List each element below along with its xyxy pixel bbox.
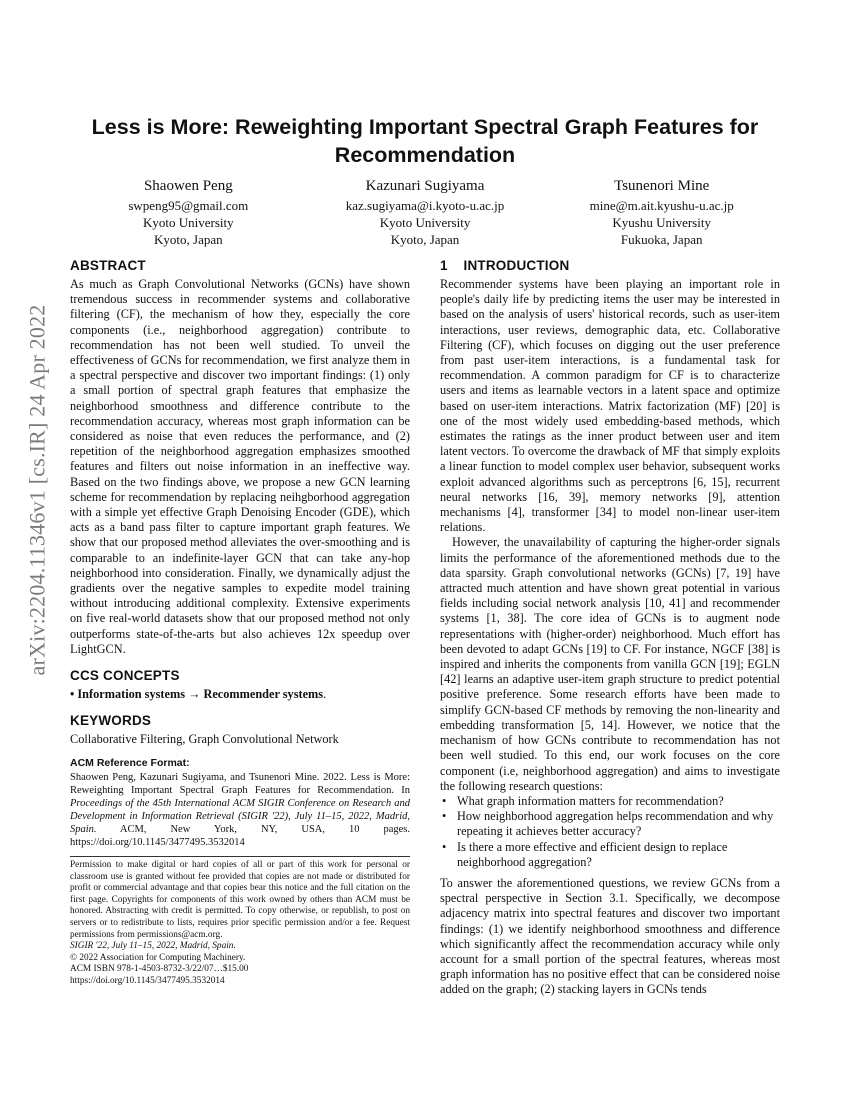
author-location: Kyoto, Japan (154, 232, 223, 247)
ccs-concepts (70, 687, 410, 702)
intro-paragraph-2: However, the unavailability of capturing the higher-order signals limits the performance of the aforementioned methods due to the data sparsity. Graph convolutional networks (GCNs) [7, 19] have attracted much attention and have shown great potential in various fields including social network analysis [10, 41] and recommender systems [1, 38]. The core idea of GCNs is to augment node representations with (higher-order) neighborhood. Much effort has been devoted to adapt GCNs [19] to CF. For instance, NGCF [38] is inspired and inherits the components from vanilla GCN [19]; EGLN [42] learns an adaptive user-item graph structure to predict potential positive preference. Some research efforts have been made to simplify GCN-based CF methods by removing the non-linearity and embedding transformation [5, 14]. However, we notice that the mechanism of how GCNs contribute to recommendation has not been well studied. To this end, our work focuses on the core component (i.e, neighborhood aggregation) and aims to investigate the following research questions: (440, 535, 780, 793)
keywords-text: Collaborative Filtering, Graph Convolutional Network (70, 732, 339, 747)
author-name: Shaowen Peng (143, 178, 233, 194)
reference-venue: Proceedings of the 45th International ACM SIGIR Conference on Research and Development in Information Retrieval (SIGIR '22), July 11–15, 2022, Madrid, Spain. (70, 798, 410, 836)
intro-paragraph-1: Recommender systems have been playing an important role in people's daily life by predicting items the user may be interested in based on the analysis of users' historical records, such as user-item interactions, user reviews, demographic data, etc. Collaborative Filtering (CF), which focuses on digging out the user preference from past user-item interactions, is a fundamental task for recommendation. A common paradigm for CF is to characterize users and items as learnable vectors in a latent space and optimize based on user-item interactions. Matrix factorization (MF) [20] is one of the most widely used embedding-based methods, which estimates the ratings as the inner product between user and item latent vectors. To overcome the drawback of MF that simply exploits a linear function to model complex user behavior, subsequent works exploit advanced algorithms such as perceptrons [6, 15], recurrent neural networks [16, 39], memory networks [9], attention mechanisms [4], transformer [34] to model non-linear user-item relations. (440, 277, 780, 535)
arxiv-identifier-text: arXiv:2204.11346v1 [cs.IR] 24 Apr 2022 (24, 304, 49, 676)
author-location: Kyoto, Japan (390, 232, 460, 247)
intro-paragraph-3: To answer the aforementioned questions, we review GCNs from a spectral perspective in Section 3.1. Specifically, we decompose adjacency matrix into spectral features and discover two important findings: (1) we identify neighborhood smoothness and difference which significantly affect the recommendation accuracy while only account for a small portion of the spectral features, whereas most graph information has no positive effect that can be considered noise added on the graph; (2) stacking layers in GCNs tends (440, 875, 780, 997)
reference-authors: Shaowen Peng, Kazunari Sugiyama, and Tsunenori Mine. 2022. Less is More: Reweighting Important Spectral Graph Features for Recommendation. In (70, 772, 410, 797)
author-email: swpeng95@gmail.com (128, 198, 249, 213)
right-column (440, 257, 780, 998)
author-name: Tsunenori Mine (614, 178, 710, 194)
list-item (442, 809, 780, 839)
abstract-text: As much as Graph Convolutional Networks (GCNs) have shown tremendous success in recommender systems and collaborative filtering (CF), the mechanism of how they, especially the core components (i.e., neighborhood aggregation) contribute to recommendation has not been well studied. To unveil the effectiveness of GCNs for recommendation, we first analyze them in a spectral perspective and discover two important findings: (1) only a small portion of spectral graph features that emphasize the neighborhood smoothness and difference contribute to the recommendation accuracy, whereas most graph information can be considered as noise that even reduces the performance, and (2) repetition of the neighborhood aggregation emphasizes smoothed features and filters out noise information in an ineffective way. Based on the two findings above, we propose a new GCN learning scheme for recommendation by replacing neihgborhood aggregation with a simple yet effective Graph Denoising Encoder (GDE), which acts as a band pass filter to capture important graph features. We show that our proposed method alleviates the over-smoothing and is comparable to an indefinite-layer GCN that can take any-hop neighborhood into consideration. Finally, we dynamically adjust the gradients over the negative samples to expedite model training without introducing additional complexity. Extensive experiments on five real-world datasets show that our proposed method not only outperforms state-of-the-arts but also achieves 12x speedup over LightGCN. (70, 277, 410, 656)
paper-title: Less is More: Reweighting Important Spectral Graph Features for Recommendation (91, 115, 759, 167)
question-text: What graph information matters for recommendation? (457, 793, 724, 808)
author-block (70, 176, 780, 248)
left-column (70, 257, 410, 849)
doi-link[interactable]: https://doi.org/10.1145/3477495.3532014 (70, 975, 225, 986)
reference-format-heading: ACM Reference Format: (70, 757, 190, 770)
list-item (442, 793, 780, 809)
reference-format-text (70, 771, 410, 849)
reference-tail: ACM, New York, NY, USA, 10 pages. https://doi.org/10.1145/3477495.3532014 (70, 824, 410, 849)
ccs-primary: Information systems (77, 687, 185, 702)
author-affiliation: Kyoto University (143, 215, 234, 230)
conference-info (70, 941, 410, 953)
introduction-heading: 1 INTRODUCTION (440, 258, 570, 273)
abstract-heading: ABSTRACT (70, 258, 146, 273)
question-text: Is there a more effective and efficient design to replace neighborhood aggregation? (457, 839, 728, 869)
permission-notice: Permission to make digital or hard copies of all or part of this work for personal or classroom use is granted without fee provided that copies are not made or distributed for profit or commercial advantage and that copies bear this notice and the full citation on the first page. Copyrights for components of this work owned by others than ACM must be honored. Abstracting with credit is permitted. To copy otherwise, or republish, to post on servers or to redistribute to lists, requires prior specific permission and/or a fee. Request permissions from permissions@acm.org. (70, 860, 410, 940)
copyright-line: © 2022 Association for Computing Machinery. (70, 952, 246, 963)
keywords-heading: KEYWORDS (70, 713, 152, 729)
ccs-end: . (323, 687, 327, 702)
ccs-arrow: → (188, 687, 201, 702)
bullet-icon: • (442, 839, 447, 854)
conference-line: SIGIR '22, July 11–15, 2022, Madrid, Spain. (70, 941, 236, 952)
author-3 (543, 176, 780, 248)
research-questions-list (440, 794, 780, 870)
ccs-secondary: Recommender systems (203, 687, 324, 702)
author-email: mine@m.ait.kyushu-u.ac.jp (589, 198, 734, 213)
isbn-line: ACM ISBN 978-1-4503-8732-3/22/07…$15.00 (70, 964, 249, 975)
author-2 (307, 176, 544, 248)
author-affiliation: Kyushu University (612, 215, 711, 230)
ccs-bullet: • (70, 687, 75, 702)
author-name: Kazunari Sugiyama (365, 178, 485, 194)
copyright-footnote (70, 856, 410, 988)
ccs-heading: CCS CONCEPTS (70, 668, 180, 684)
author-email: kaz.sugiyama@i.kyoto-u.ac.jp (345, 198, 505, 213)
arxiv-identifier-stamp (22, 290, 52, 690)
list-item (442, 839, 780, 870)
question-text: How neighborhood aggregation helps recommendation and why repeating it achieves better accuracy? (457, 809, 774, 839)
bullet-icon: • (442, 809, 447, 824)
author-location: Fukuoka, Japan (620, 232, 703, 247)
author-1 (70, 176, 307, 248)
bullet-icon: • (442, 793, 447, 808)
author-affiliation: Kyoto University (379, 215, 471, 230)
